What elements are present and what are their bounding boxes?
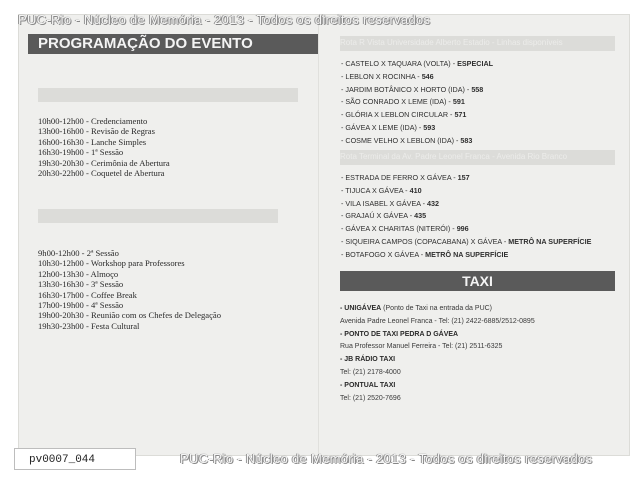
bus-code: 546 <box>421 71 434 81</box>
bus-code: ESPECIAL <box>457 59 494 68</box>
taxi-list <box>340 303 535 405</box>
bus-route: - SÃO CONRADO X LEME (IDA) - <box>341 97 453 107</box>
bus-route: - GLÓRIA X LEBLON CIRCULAR - <box>341 110 455 120</box>
taxi-detail: (Ponto de Taxi na entrada da PUC) <box>381 305 493 312</box>
bus-lines-group-1 <box>341 58 493 148</box>
bus-line <box>341 210 591 223</box>
bus-code: 558 <box>471 84 484 94</box>
bus-route: - ESTRADA DE FERRO X GÁVEA - <box>341 173 458 182</box>
taxi-detail: Tel: (21) 2520-7696 <box>340 394 401 402</box>
taxi-item <box>340 303 535 316</box>
bus-line <box>341 223 591 236</box>
bus-code: METRÔ NA SUPERFÍCIE <box>508 236 592 246</box>
bus-route: - JARDIM BOTÂNICO X HORTO (IDA) - <box>341 84 472 94</box>
bus-code: 591 <box>452 97 465 107</box>
schedule-item: 13h30-16h30 - 3ª Sessão <box>38 279 124 290</box>
bus-code: 593 <box>423 122 436 132</box>
bus-line <box>341 84 493 97</box>
taxi-detail: Tel: (21) 2178-4000 <box>340 368 401 376</box>
schedule-item: 19h00-20h30 - Reunião com os Chefes de Delegação <box>38 310 222 321</box>
taxi-item <box>340 380 535 393</box>
taxi-name: - JB RÁDIO TAXI <box>340 356 396 364</box>
bus-line <box>341 172 591 185</box>
taxi-item <box>340 341 535 354</box>
program-title: PROGRAMAÇÃO DO EVENTO <box>28 34 318 54</box>
bus-route: - LEBLON X ROCINHA - <box>341 71 422 81</box>
bus-line <box>341 185 591 198</box>
bus-code: 996 <box>456 224 469 234</box>
bus-header-2: Rota Terminal da Av. Padre Leonel Franca - Avenida Rio Branco <box>340 150 615 165</box>
day1-header <box>38 88 298 102</box>
taxi-title: TAXI <box>340 271 615 291</box>
bus-line <box>341 96 493 109</box>
schedule-item: 17h00-19h00 - 4ª Sessão <box>38 299 124 310</box>
bus-code: 410 <box>409 185 422 195</box>
bus-code: METRÔ NA SUPERFÍCIE <box>425 249 509 259</box>
image-id-label: pv0007_044 <box>14 448 136 470</box>
bus-line <box>341 58 493 71</box>
bus-line <box>341 122 493 135</box>
taxi-item <box>340 354 535 367</box>
schedule-item: 20h30-22h00 - Coquetel de Abertura <box>38 167 165 178</box>
schedule-item: 10h00-12h00 - Credenciamento <box>38 116 148 126</box>
schedule-item: 16h30-19h00 - 1ª Sessão <box>38 147 124 158</box>
taxi-item <box>340 329 535 342</box>
bus-code: 157 <box>457 173 470 182</box>
taxi-name: - UNIGÁVEA <box>340 305 382 312</box>
taxi-name: - PONTUAL TAXI <box>340 381 396 389</box>
bus-route: - GÁVEA X CHARITAS (NITERÓI) - <box>341 224 457 234</box>
taxi-detail: Rua Professor Manuel Ferreira - Tel: (21) 2511-6325 <box>340 343 503 351</box>
schedule-item: 13h00-16h00 - Revisão de Regras <box>38 126 155 137</box>
schedule-item: 19h30-23h00 - Festa Cultural <box>38 320 140 331</box>
bus-line <box>341 71 493 84</box>
schedule-item: 16h30-17h00 - Coffee Break <box>38 289 137 300</box>
bus-route: - CASTELO X TAQUARA (VOLTA) - <box>341 59 458 68</box>
schedule-item: 10h30-12h00 - Workshop para Professores <box>38 258 185 269</box>
bus-route: - GRAJAÚ X GÁVEA - <box>341 211 415 221</box>
taxi-item <box>340 393 535 406</box>
bus-code: 435 <box>414 211 427 221</box>
bus-line <box>341 109 493 122</box>
bus-lines-group-2 <box>341 172 591 262</box>
taxi-item <box>340 316 535 329</box>
schedule-day1 <box>38 116 170 178</box>
schedule-item: 16h00-16h30 - Lanche Simples <box>38 136 147 147</box>
bus-line <box>341 236 591 249</box>
taxi-item <box>340 367 535 380</box>
bus-line <box>341 198 591 211</box>
bus-code: 583 <box>460 135 473 145</box>
day2-header <box>38 209 278 223</box>
bus-line <box>341 135 493 148</box>
schedule-item: 9h00-12h00 - 2ª Sessão <box>38 248 119 258</box>
bus-route: - BOTAFOGO X GÁVEA - <box>341 249 426 259</box>
taxi-name: - PONTO DE TAXI PEDRA D GÁVEA <box>340 330 459 338</box>
schedule-day2 <box>38 248 221 331</box>
bus-route: - TIJUCA X GÁVEA - <box>341 185 410 195</box>
bus-line <box>341 249 591 262</box>
bus-route: - VILA ISABEL X GÁVEA - <box>341 198 428 208</box>
bus-route: - COSME VELHO X LEBLON (IDA) - <box>341 135 461 145</box>
watermark-top: PUC-Rio - Núcleo de Memória - 2013 - Todos os direitos reservados <box>18 12 431 27</box>
page-fold <box>318 14 320 454</box>
schedule-item: 19h30-20h30 - Cerimônia de Abertura <box>38 157 170 168</box>
bus-route: - GÁVEA X LEME (IDA) - <box>341 122 424 132</box>
bus-route: - SIQUEIRA CAMPOS (COPACABANA) X GÁVEA - <box>341 236 509 246</box>
watermark-bottom: PUC-Rio - Núcleo de Memória - 2013 - Todos os direitos reservados <box>180 451 593 466</box>
taxi-detail: Avenida Padre Leonel Franca - Tel: (21) 2422-6885/2512-0895 <box>340 317 535 325</box>
bus-header-1: Rota R Vista Universidade Alberto Estadio - Linhas disponíveis <box>340 36 615 51</box>
bus-code: 432 <box>427 198 440 208</box>
bus-code: 571 <box>454 110 467 120</box>
schedule-item: 12h00-13h30 - Almoço <box>38 268 119 279</box>
